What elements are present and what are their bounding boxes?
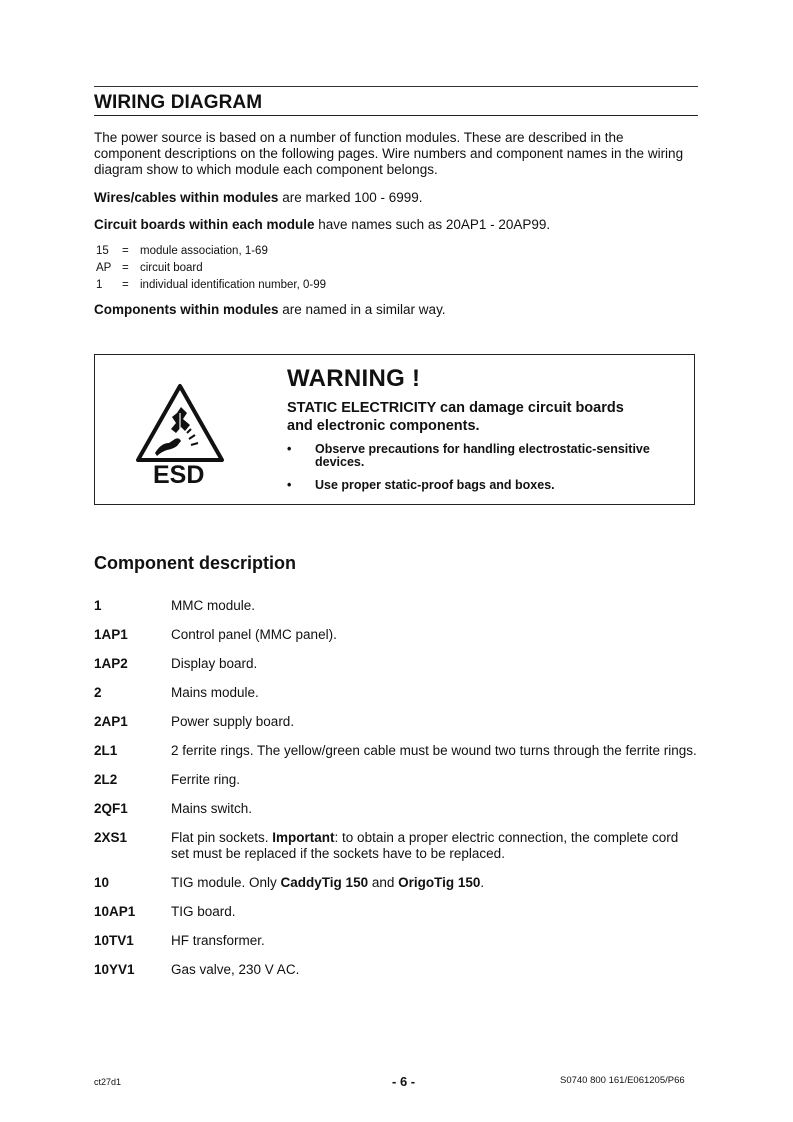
component-code: 2QF1 (94, 801, 128, 816)
description-text: Ferrite ring. (171, 772, 241, 787)
component-description (171, 933, 698, 949)
description-text: Mains module. (171, 685, 259, 700)
description-text: Flat pin sockets. (171, 830, 273, 845)
component-row (94, 743, 698, 759)
component-row (94, 933, 698, 949)
component-row (94, 830, 698, 862)
component-row (94, 685, 698, 701)
naming-legend (96, 243, 326, 294)
description-text: Mains switch. (171, 801, 253, 816)
legend-code: 1 (96, 279, 103, 291)
component-description (171, 743, 698, 759)
component-row (94, 875, 698, 891)
component-row (94, 598, 698, 614)
component-description (171, 830, 698, 862)
warning-bullets (287, 443, 667, 502)
component-code: 10TV1 (94, 933, 134, 948)
warning-bullet (287, 443, 667, 469)
component-description (171, 656, 698, 672)
bullet-text: Observe precautions for handling electrostatic-sensitive devices. (315, 442, 650, 469)
boards-rest: have names such as 20AP1 - 20AP99. (314, 217, 551, 232)
component-code: 2 (94, 685, 102, 700)
component-code: 10YV1 (94, 962, 135, 977)
component-description (171, 714, 698, 730)
intro-paragraph: The power source is based on a number of function modules. These are described in the component descriptions on the following pages. Wire numbers and component names in the wiring diagram show to which module each component belongs. (94, 130, 684, 177)
component-code: 2L1 (94, 743, 118, 758)
component-description (171, 598, 698, 614)
footer-reference: S0740 800 161/E061205/P66 (560, 1075, 685, 1086)
section-title: Component description (94, 553, 296, 573)
footer-doc-code: ct27d1 (94, 1077, 122, 1087)
components-note-bold: Components within modules (94, 302, 279, 317)
description-text: . (480, 875, 485, 890)
description-text: Gas valve, 230 V AC. (171, 962, 300, 977)
component-list (94, 598, 698, 978)
legend-eq: = (122, 279, 129, 291)
component-code: 2AP1 (94, 714, 128, 729)
description-text: and (368, 875, 399, 890)
component-code: 2XS1 (94, 830, 128, 845)
description-emphasis: Important (272, 830, 335, 845)
component-code: 10 (94, 875, 110, 890)
legend-row (96, 260, 326, 277)
legend-text: module association, 1-69 (140, 245, 268, 257)
component-code: 2L2 (94, 772, 118, 787)
page-title: WIRING DIAGRAM (94, 92, 263, 113)
description-text: TIG board. (171, 904, 236, 919)
description-text: Power supply board. (171, 714, 295, 729)
component-row (94, 904, 698, 920)
boards-bold: Circuit boards within each module (94, 217, 315, 232)
wires-paragraph (94, 190, 423, 206)
legend-text: circuit board (140, 262, 203, 274)
component-code: 1 (94, 598, 102, 613)
component-description (171, 904, 698, 920)
description-emphasis: CaddyTig 150 (280, 875, 369, 890)
component-description (171, 962, 698, 978)
component-code: 10AP1 (94, 904, 136, 919)
description-text: HF transformer. (171, 933, 265, 948)
warning-box (94, 354, 695, 505)
legend-eq: = (122, 245, 129, 257)
footer-page-number: - 6 - (392, 1074, 416, 1089)
components-note-rest: are named in a similar way. (278, 302, 446, 317)
component-code: 1AP1 (94, 627, 128, 642)
wires-rest: are marked 100 - 6999. (278, 190, 423, 205)
esd-warning-icon (135, 383, 225, 463)
legend-row (96, 243, 326, 260)
title-underline (94, 115, 698, 116)
component-row (94, 801, 698, 817)
bullet-text: Use proper static-proof bags and boxes. (315, 478, 555, 492)
description-text: : to obtain a proper electric connection, the complete cord set must be replaced if the sockets have to be replaced. (171, 830, 679, 861)
component-description (171, 801, 698, 817)
legend-code: 15 (96, 245, 109, 257)
component-description (171, 875, 698, 891)
boards-paragraph (94, 217, 550, 233)
description-emphasis: OrigoTig 150 (398, 875, 481, 890)
component-description (171, 772, 698, 788)
description-text: Control panel (MMC panel). (171, 627, 337, 642)
component-row (94, 962, 698, 978)
legend-row (96, 277, 326, 294)
description-text: TIG module. Only (171, 875, 281, 890)
description-text: Display board. (171, 656, 258, 671)
legend-eq: = (122, 262, 129, 274)
component-row (94, 772, 698, 788)
component-row (94, 627, 698, 643)
component-row (94, 714, 698, 730)
component-description (171, 685, 698, 701)
legend-text: individual identification number, 0-99 (140, 279, 327, 291)
top-rule (94, 86, 698, 87)
components-note (94, 302, 446, 318)
bullet-dot: • (287, 478, 292, 492)
component-code: 1AP2 (94, 656, 128, 671)
legend-code: AP (96, 262, 112, 274)
component-row (94, 656, 698, 672)
warning-text: STATIC ELECTRICITY can damage circuit boards and electronic components. (287, 400, 624, 434)
warning-bullet (287, 479, 667, 492)
bullet-dot: • (287, 442, 292, 456)
description-text: MMC module. (171, 598, 256, 613)
component-description (171, 627, 698, 643)
description-text: 2 ferrite rings. The yellow/green cable must be wound two turns through the ferrite rings. (171, 743, 697, 758)
warning-title: WARNING ! (287, 365, 421, 392)
esd-label: ESD (153, 461, 205, 489)
wires-bold: Wires/cables within modules (94, 190, 279, 205)
